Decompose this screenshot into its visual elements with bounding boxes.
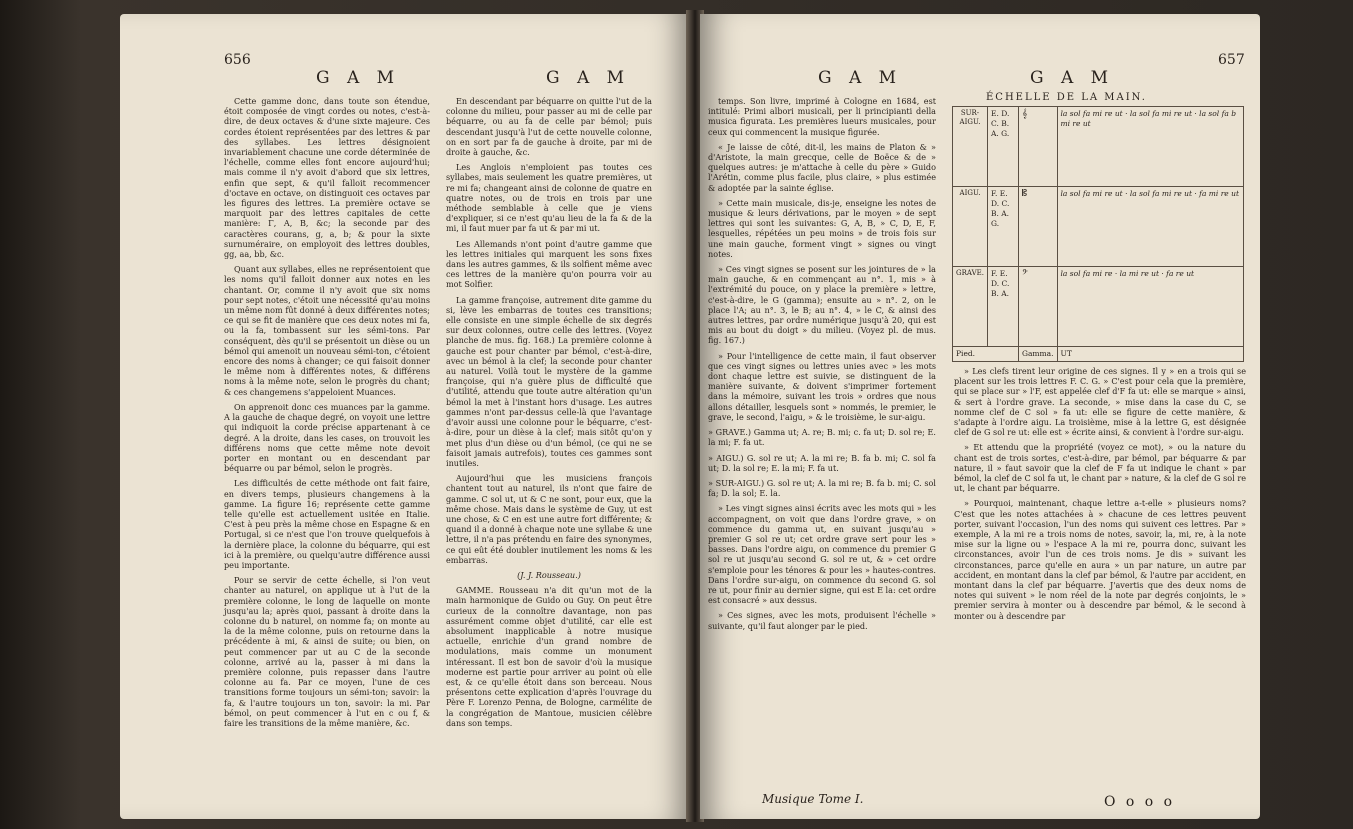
paragraph: GAMME. Rousseau n'a dit qu'un mot de la main harmonique de Guido ou Guy. On peut être curieux de la connoître davantage, non pas assurément comme objet d'utilité, car elle est absolument inapplicable à notre musique actuelle, enrichie d'un grand nombre de modulations, mais comme un monument intéressant. Il est bon de savoir d'où la musique moderne est partie pour arriver au point où elle est, & ce qu'elle étoit dans son berceau. Nous présentons cette explication d'après l'ouvrage du Père F. Lorenzo Penna, de Bologne, carmélite de la congrégation de Mantoue, musicien célèbre dans son temps. bbox=[446, 585, 652, 728]
running-head-right-a: G A M bbox=[818, 68, 903, 88]
paragraph: » Les vingt signes ainsi écrits avec les mots qui » les accompagnent, on voit que dans l'ordre grave, » on commence du gamma ut, en suivant jusqu'au » premier G sol re ut; cet ordre grave sert pour les » basses. Dans l'ordre aigu, on commence du premier G sol re ut jusqu'au second G. sol re ut, & » cet ordre s'emploie pour les ténores & pour les » hautes-contres. Dans l'ordre sur-aigu, on commence du second G. sol re ut, pour finir au dernier signe, qui est E la: cet ordre est consacré » aux dessus. bbox=[708, 503, 936, 606]
left-page bbox=[120, 14, 690, 819]
note-letters: F. E. D. C. B. A. bbox=[987, 267, 1018, 347]
right-column-1 bbox=[708, 96, 936, 636]
gamut-table bbox=[952, 106, 1244, 362]
page-number-right: 657 bbox=[1218, 52, 1245, 68]
paragraph: Les Allemands n'ont point d'autre gamme que les lettres initiales qui marquent les sons fixes dans les autres gammes, & ils solfient même avec ces lettres de la manière qu'on pourra voir au mot Solfier. bbox=[446, 238, 652, 290]
paragraph: Les difficultés de cette méthode ont fait faire, en divers temps, plusieurs changemens à la gamme. La figure 16; représente cette gamme telle qu'elle est actuellement usitée en Italie. C'est à peu près la même chose en Espagne & en Portugal, si ce n'est que l'on trouve quelquefois à la dernière place, la colonne du béquarre, qui est ici à la première, ou quelqu'autre différence aussi peu importante. bbox=[224, 478, 430, 570]
paragraph: On apprenoit donc ces muances par la gamme. A la gauche de chaque degré, on voyoit une lettre qui indiquoit la corde précise appartenant à ce degré. A la droite, dans les cases, on trouvoit les différens noms que cette même note devoit porter en montant ou en descendant par béquarre ou par bémol, selon le progrès. bbox=[224, 401, 430, 474]
right-column-2 bbox=[954, 366, 1246, 626]
paragraph: » Pourquoi, maintenant, chaque lettre a-t-elle » plusieurs noms? C'est que les notes attachées à » chacune de ces lettres peuvent porter, suivant l'occasion, l'un des noms qui suivent ces lettres. Par » exemple, A la mi re a trois noms de notes, savoir, la, mi, re, à la note mise sur la ligne ou » l'espace A la mi re, pourra donc, suivant les circonstances, avoir l'un de ces trois noms. Je dis » suivant les circonstances, parce qu'elle en aura » un par nature, un autre par accident, en montant dans la clef par bémol, & l'autre par accident, en montant dans la clef par béquarre. J'avertis que des deux noms de notes qui suivent » le nom réel de la note par degrés conjoints, le » premier servira à monter ou à descendre par bémol, & le second à monter ou à descendre par bbox=[954, 498, 1246, 621]
syllables: la sol fa mi re ut · la sol fa mi re ut · fa mi re ut bbox=[1057, 187, 1243, 267]
paragraph: » Ces vingt signes se posent sur les jointures de » la main gauche, & en commençant au n°. 1, mis » à l'extrémité du pouce, on y place la première » lettre, c'est-à-dire, le G (gamma); ensuite au » n°. 2, on le place l'A; au n°. 3, le B; au n°. 4, » le C, & ainsi des autres lettres, par ordre numérique jusqu'à 20, qui est mis au bout du doigt » du milieu. (Voyez pl. de mus. fig. 167.) bbox=[708, 264, 936, 346]
paragraph: Pour se servir de cette échelle, si l'on veut chanter au naturel, on applique ut à l'ut de la première colonne, le long de laquelle on monte jusqu'au la; après quoi, passant à droite dans la colonne du b naturel, on nomme fa; on monte au la de la même colonne, puis on retourne dans la précédente à mi, & ainsi de suite; ou bien, on peut commencer par ut au C de la seconde colonne, arrivé au la, passer à mi dans la première colonne, puis repasser dans l'autre colonne au fa. Par ce moyen, l'une de ces transitions forme toujours un sémi-ton; savoir: la fa, & l'autre toujours un ton, savoir: la mi. Par bémol, on peut commencer à l'ut en c ou f, & faire les transitions de la même manière, &c. bbox=[224, 575, 430, 728]
section-label: SUR-AIGU. bbox=[953, 107, 988, 187]
paragraph: » Cette main musicale, dis-je, enseigne les notes de musique & leurs dérivations, par le moyen » de sept lettres qui sont les suivantes: G, A, B, » C, D, E, F, lesquelles, répétées un peu moins » de trois fois sur une main gauche, forment vingt » signes ou vingt notes. bbox=[708, 197, 936, 259]
paragraph: » Les clefs tirent leur origine de ces signes. Il y » en a trois qui se placent sur les trois lettres F. C. G. » C'est pour cela que la première, qui se place sur » l'F, est appelée clef d'F fa ut: elle se marque » ainsi, & sert à l'ordre grave. La seconde, » mise dans la case du C, se nomme clef de C sol » fa ut: elle se figure de cette manière, & s'adapte à l'ordre aigu. La troisième, mise à la lettre G, est désignée clef de G sol re ut: elle est » écrite ainsi, & convient à l'ordre sur-aigu. bbox=[954, 366, 1246, 438]
list-item: » SUR-AIGU.) G. sol re ut; A. la mi re; B. fa b. mi; C. sol fa; D. la sol; E. la. bbox=[708, 477, 936, 499]
list-item: » AIGU.) G. sol re ut; A. la mi re; B. fa b. mi; C. sol fa ut; D. la sol re; E. la mi; F. fa ut. bbox=[708, 452, 936, 473]
right-page bbox=[700, 14, 1260, 819]
section-label: AIGU. bbox=[953, 187, 988, 267]
paragraph: » Pour l'intelligence de cette main, il faut observer que ces vingt signes ou lettres unies avec » les mots dont chaque lettre est suivie, se distinguent de la manière suivante, & doivent s'imprimer fortement dans la mémoire, suivant les trois » ordres que nous allons détailler, lesquels sont » nommés, le premier, le grave, le second, l'aigu, » & le troisième, le sur-aigu. bbox=[708, 350, 936, 422]
section-label: GRAVE. bbox=[953, 267, 988, 347]
table-row bbox=[953, 267, 1244, 347]
column-header: Gamma. bbox=[1018, 347, 1057, 362]
paragraph: » Ces signes, avec les mots, produisent l'échelle » suivante, qu'il faut alonger par le pied. bbox=[708, 610, 936, 631]
running-head-left-a: G A M bbox=[316, 68, 401, 88]
paragraph: Aujourd'hui que les musiciens françois chantent tout au naturel, ils n'ont que faire de gamme. C sol ut, ut & C ne sont, pour eux, que la même chose. Mais dans le système de Guy, ut est une chose, & C en est une autre fort différente; & quand il a donné à chaque note une syllabe & une lettre, il n'a pas prétendu en faire des synonymes, ce qui eût été doubler inutilement les noms & les embarras. bbox=[446, 473, 652, 565]
paragraph: temps. Son livre, imprimé à Cologne en 1684, est intitulé: Primi albori musicali, per li principianti della musica figurata. Les premières lueurs musicales, pour ceux qui commencent la musique figurée. bbox=[708, 96, 936, 137]
table-row bbox=[953, 187, 1244, 267]
note-letters: F. E. D. C. B. A. G. bbox=[987, 187, 1018, 267]
note-letters: E. D. C. B. A. G. bbox=[987, 107, 1018, 187]
paragraph: En descendant par béquarre on quitte l'ut de la colonne du milieu, pour passer au mi de celle par béquarre, ou au fa de celle par bémol; puis descendant jusqu'à l'ut de cette nouvelle colonne, on en sort par fa de gauche à droite, par mi de droite à gauche, &c. bbox=[446, 96, 652, 158]
paragraph: Cette gamme donc, dans toute son étendue, étoit composée de vingt cordes ou notes, c'est-à-dire, de deux octaves & d'une sixte majeure. Ces cordes étoient représentées par des lettres & par des syllabes. Les lettres désignoient invariablement chacune une corde déterminée de l'échelle, comme elles font encore aujourd'hui; mais comme il n'y avoit d'abord que six lettres, enfin que sept, & qu'il falloit recommencer d'octave en octave, on distinguoit ces octaves par les figures des lettres. La première octave se marquoit par des lettres capitales de cette manière: Γ, A, B, &c; la seconde par des caractères courans, g, a, b; & pour la sixte surnuméraire, on employoit des lettres doubles, gg, aa, bb, &c. bbox=[224, 96, 430, 260]
running-head-left-b: G A M bbox=[546, 68, 631, 88]
clef-sign: 𝄢 bbox=[1018, 267, 1057, 347]
running-head-right-b: G A M bbox=[1030, 68, 1115, 88]
paragraph: La gamme françoise, autrement dite gamme du si, lève les embarras de toutes ces transitions; elle consiste en une simple échelle de six degrés sur deux colonnes, outre celle des lettres. (Voyez planche de mus. fig. 168.) La première colonne à gauche est pour chanter par bémol, c'est-à-dire, avec un bémol à la clef; la seconde pour chanter au naturel. Voilà tout le mystère de la gamme françoise, qui n'a guère plus de difficulté que d'utilité, attendu que toute autre altération qu'un bémol la met à l'instant hors d'usage. Les autres gammes n'ont par-dessus celle-là que l'avantage d'avoir aussi une colonne pour le béquarre, c'est-à-dire, pour un dièse à la clef; mais sitôt qu'on y met plus d'un dièse ou d'un bémol, (ce qui ne se faisoit jamais autrefois), toutes ces gammes sont inutiles. bbox=[446, 294, 652, 468]
page-number-left: 656 bbox=[224, 52, 251, 68]
author-signature: (J. J. Rousseau.) bbox=[517, 569, 581, 580]
clef-sign: 𝄡 bbox=[1018, 187, 1057, 267]
table-row bbox=[953, 107, 1244, 187]
left-column-2 bbox=[446, 96, 652, 733]
volume-footer: Musique Tome I. bbox=[762, 792, 864, 806]
paragraph: » Et attendu que la propriété (voyez ce mot), » ou la nature du chant est de trois sortes, c'est-à-dire, par bémol, par béquarre & par nature, il » faut savoir que la clef de F fa ut indique le chant » par bémol, la clef de C sol fa ut, le chant par » nature, & la clef de G sol re ut, le chant par béquarre. bbox=[954, 442, 1246, 494]
list-item: » GRAVE.) Gamma ut; A. re; B. mi; c. fa ut; D. sol re; E. la mi; F. fa ut. bbox=[708, 427, 936, 448]
syllables: la sol fa mi re ut · la sol fa mi re ut · la sol fa b mi re ut bbox=[1057, 107, 1243, 187]
syllables: la sol fa mi re · la mi re ut · fa re ut bbox=[1057, 267, 1243, 347]
paragraph: Quant aux syllabes, elles ne représentoient que les noms qu'il falloit donner aux notes en les chantant. Or, comme il n'y avoit que six noms pour sept notes, c'étoit une nécessité qu'au moins un même nom fût donné à deux différentes notes; ce qui se fit de manière que ces deux notes mi fa, ou la fa, tombassent sur les sémi-tons. Par conséquent, dès qu'il se présentoit un dièse ou un bémol qui amenoit un nouveau sémi-ton, c'étoient encore des noms à changer; ce qui faisoit donner le même nom à différentes notes, & différens noms à la même note, selon le progrès du chant; & ces changemens s'appeloient Muances. bbox=[224, 264, 430, 397]
signature-mark: O o o o bbox=[1104, 794, 1176, 810]
table-row bbox=[953, 347, 1244, 362]
paragraph: « Je laisse de côté, dit-il, les mains de Platon & » d'Aristote, la main grecque, celle de Boëce & de » quelques autres: je m'attache à celle du père » Guido l'Arétin, comme plus facile, plus claire, » plus estimée & adoptée par la sainte église. bbox=[708, 141, 936, 193]
table-title: ÉCHELLE DE LA MAIN. bbox=[986, 92, 1147, 103]
paragraph: Les Anglois n'emploient pas toutes ces syllabes, mais seulement les quatre premières, ut re mi fa; changeant ainsi de colonne de quatre en quatre notes, ou de trois en trois par une méthode semblable à celle que je viens d'expliquer, si ce n'est qu'au lieu de la fa & de la mi, il faut muer par fa ut & par mi ut. bbox=[446, 162, 652, 234]
clef-sign: 𝄞 bbox=[1018, 107, 1057, 187]
column-header: UT bbox=[1057, 347, 1243, 362]
column-header: Pied. bbox=[953, 347, 1019, 362]
left-column-1 bbox=[224, 96, 430, 733]
